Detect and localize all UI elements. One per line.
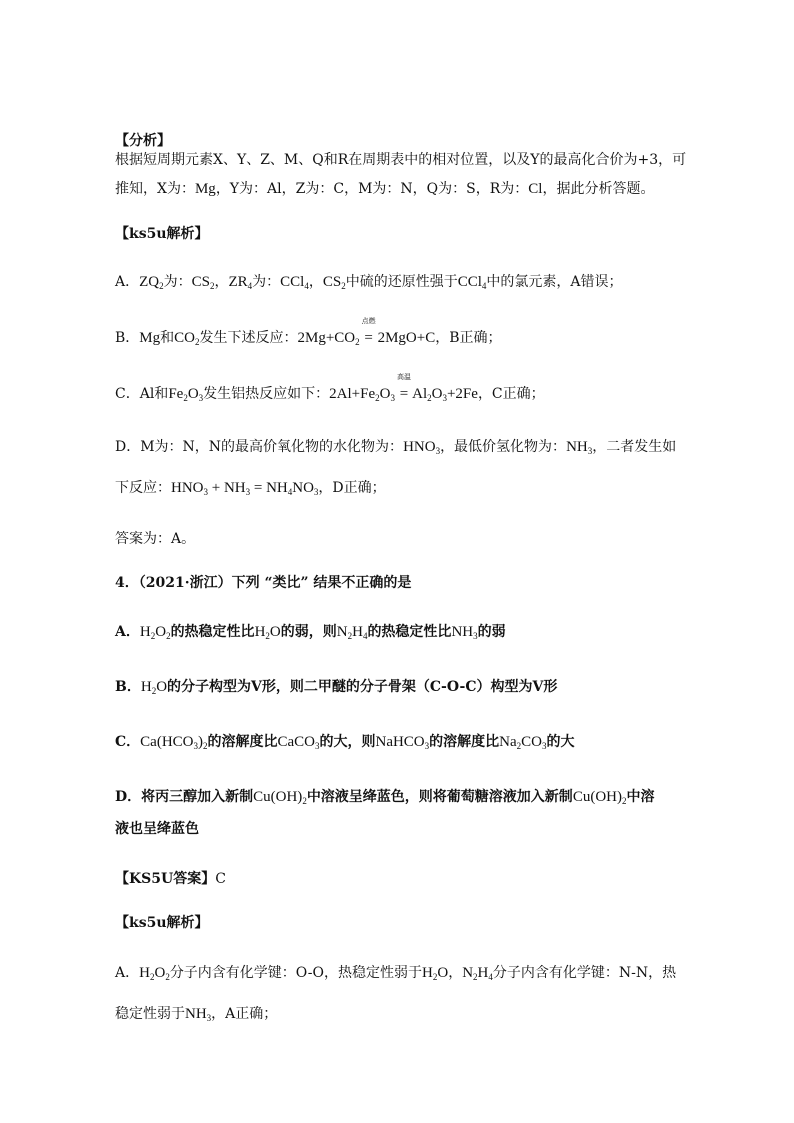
text: 中溶 [626,789,655,805]
text: 发生铝热反应如下： [203,386,330,402]
answer-line: 答案为：A。 [115,531,196,547]
text: 的大 [546,734,575,750]
reaction-equation-c: $2Al+Fe_2O_3$ 高温 = $Al_2O_3+2Fe$ [329,373,478,403]
formula-zr4: $ZR_4$ [228,274,253,291]
formula-nh3: $NH_3$ [451,624,478,641]
formula-h2o: $H_2O$ [422,965,449,982]
question-4-stem: 4．（2021·浙江）下列 “类比” 结果不正确的是 [115,575,412,591]
text: 中硫的还原性强于 [345,274,458,290]
text: ， [308,274,323,290]
formula-n2h4: $N_2H_4$ [462,965,493,982]
formula-nh3: $NH_3$ [566,439,593,456]
text: ，B正确； [435,330,502,346]
answer-block [115,868,226,890]
question-4-option-d-line-2: 液也呈绛蓝色 [115,821,199,837]
text: D．M为：N，N的最高价氧化物的水化物为： [115,439,404,455]
analysis-line-2 [115,178,654,200]
text: 的溶解度比 [429,734,500,750]
text: 发生下述反应： [199,330,298,346]
analysis-option-a [115,271,623,293]
text: 的弱 [477,624,506,640]
text: 下反应： [115,480,171,496]
text: 中的氯元素，A错误； [486,274,623,290]
formula-hno3: $HNO_3$ [403,439,441,456]
formula-zq2: $ZQ_2$ [139,274,164,291]
option-label: C．Al和 [115,386,169,402]
formula-h2o: $H_2O$ [254,624,281,641]
text: 和 [160,330,175,346]
reaction-equation-d: $HNO_3 + NH_3 = NH_4NO_3$ [171,480,319,497]
analysis-heading: 【分析】 [115,133,171,149]
formula-nahco3: NaHCO$_3$ [375,734,430,751]
formula-cu-oh-2: $Cu(OH)_2$ [253,789,307,806]
question-4-option-d-line-1 [115,786,654,808]
formula-cl: Cl [528,181,543,197]
formula-na2co3: $Na_2CO_3$ [499,734,547,751]
analysis-option-b [115,317,502,349]
text: 推知，X为： [115,181,195,197]
condition-label: 高温 [396,373,411,381]
text: 为： [252,274,281,290]
analysis-line-1: 根据短周期元素X、Y、Z、M、Q和R在周期表中的相对位置，以及Y的最高化合价为+3，可 [115,152,687,168]
question-4-option-a [115,621,506,643]
final-analysis-line-1 [115,962,676,984]
text: ，Y为：Al，Z为：C，M为：N，Q为：S，R为： [215,181,529,197]
text: ，C正确； [477,386,545,402]
formula-mg: Mg [139,330,161,346]
formula-cu-oh-2: $Cu(OH)_2$ [572,789,627,806]
text: ，D正确； [318,480,386,496]
question-4-option-b [115,676,557,698]
text: D．将丙三醇加入新制 [115,789,254,805]
text: 的分子构型为V形，则二甲醚的分子骨架（C-O-C）构型为V形 [167,679,558,695]
formula-cs2: $CS_2$ [191,274,215,291]
condition-label: 点燃 [361,317,376,325]
text: 稳定性弱于 [115,1006,185,1022]
text: ，据此分析答题。 [542,181,655,197]
answer-heading: 【KS5U答案】 [115,871,216,887]
text: ，A正确； [211,1006,278,1022]
formula-h2o2: $H_2O_2$ [139,965,170,982]
text: 的弱，则 [280,624,337,640]
option-label: B． [115,330,140,346]
reaction-condition: 点燃 = [361,317,376,346]
formula-nh3: $NH_3$ [185,1006,212,1023]
option-label: C． [115,734,141,750]
text: ， [214,274,229,290]
ks5u-analysis-heading-2: 【ks5u解析】 [115,915,209,931]
reaction-condition: 高温 = [396,373,411,402]
option-label: B． [115,679,141,695]
text: 的热稳定性比 [367,624,452,640]
formula-ccl4: CCl$_4$ [457,274,487,291]
text: 分子内含有化学键：O-O，热稳定性弱于 [169,965,423,981]
text: 的溶解度比 [207,734,278,750]
text: 的大，则 [319,734,376,750]
final-analysis-line-2 [115,1003,277,1025]
formula-co2: $CO_2$ [174,330,200,347]
formula-ccl4: CCl$_4$ [280,274,309,291]
formula-fe2o3: $Fe_2O_3$ [168,386,204,403]
answer-value: C [215,871,226,887]
text: A． [115,965,140,981]
option-label: A． [115,624,140,640]
text: ， [448,965,463,981]
formula-cs2: $CS_2$ [322,274,346,291]
analysis-option-d-line-1 [115,436,676,458]
text: 为： [163,274,192,290]
option-label: A． [115,274,140,290]
ks5u-analysis-heading: 【ks5u解析】 [115,226,209,242]
question-4-option-c [115,731,575,753]
analysis-option-d-line-2 [115,477,386,499]
formula-h2o: $H_2O$ [140,679,168,696]
analysis-option-c [115,373,545,405]
formula-n2h4: $N_2H_4$ [336,624,368,641]
text: 分子内含有化学键：N-N，热 [492,965,677,981]
text: 中溶液呈绛蓝色，则将葡萄糖溶液加入新制 [306,789,573,805]
text: 的热稳定性比 [170,624,255,640]
text: ，二者发生如 [592,439,677,455]
formula-h2o2: $H_2O_2$ [139,624,171,641]
text: ，最低价氢化物为： [440,439,567,455]
formula-ca-hco3-2: $Ca(HCO_3)_2$ [140,734,208,751]
formula-caco3: CaCO$_3$ [277,734,320,751]
reaction-equation-b: $2Mg+CO_2$ 点燃 = 2MgO+C [297,317,436,347]
formula-mg: Mg [194,181,216,197]
